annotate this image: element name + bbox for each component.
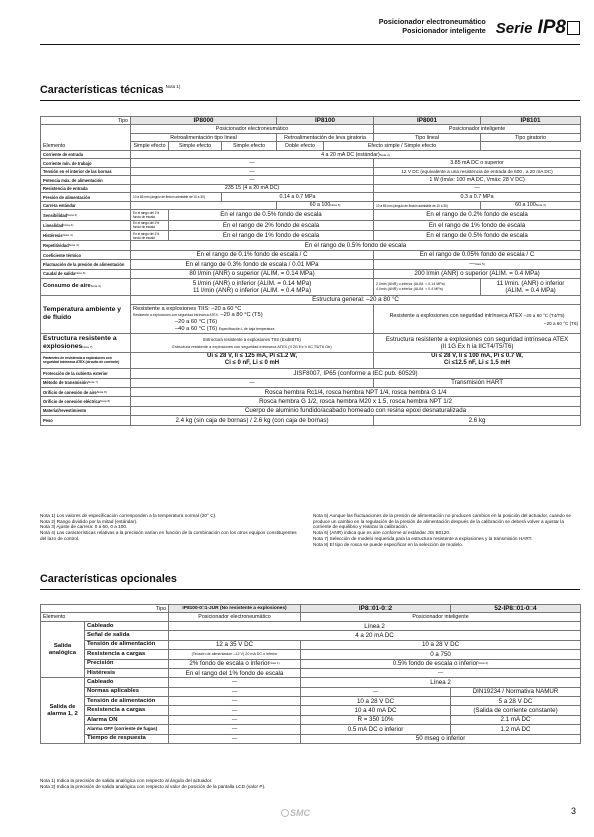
row-label: Corriente de entrada	[41, 150, 131, 158]
smc-logo: SMC	[281, 807, 315, 819]
table-row	[41, 167, 581, 175]
model-header: IP8001	[374, 117, 481, 125]
row-label: Método de transmisión$^{Nota 7)}$	[41, 378, 131, 387]
model-header: IP8100-0□1-JUR (No resistente a explosiones)	[169, 605, 301, 613]
tech-notes-left	[40, 513, 302, 542]
table-row	[41, 159, 581, 167]
action-header: Efecto simple / Simple efecto	[324, 142, 481, 150]
row-value: 50 mseg o inferior	[301, 734, 581, 743]
row-value: En el rango del 1% fondo de escala	[169, 668, 301, 677]
row-value: 12 a 35 V DC	[169, 640, 301, 649]
header-elemento: Elemento	[41, 613, 169, 621]
row-value: Rosca hembra G 1/2, rosca hembra M20 x 1.5, rosca hembra NPT 1/2	[131, 397, 581, 406]
row-value: —	[169, 706, 301, 715]
action-header: Simple efecto	[169, 142, 222, 150]
row-label: Material/revestimiento	[41, 406, 131, 415]
row-value: En el rango de 1% fondo de escala	[374, 220, 581, 230]
row-value	[131, 201, 277, 209]
row-value: 0.5 mA DC o inferior	[301, 725, 451, 734]
row-value: Transmisión HART	[374, 378, 581, 387]
series-word: Serie	[495, 19, 533, 37]
table-row	[41, 734, 581, 743]
row-value: Ui ≤ 28 V, Ii ≤ 100 mA, Pi ≤ 0.7 W, Ci ≤12.5 nF, Li ≤ 1.5 mH	[374, 352, 581, 369]
group-header: Posicionador inteligente	[374, 125, 581, 133]
row-label: Cableado	[85, 678, 169, 687]
series-box-symbol	[567, 21, 580, 35]
table-row	[41, 387, 581, 396]
row-label: Peso	[41, 416, 131, 425]
row-label: Fluctuación de la presión de alimentación	[41, 260, 131, 269]
row-value: (Salida de corriente constante)	[451, 706, 581, 715]
table-row	[41, 668, 581, 677]
group-label: Salida analógica	[41, 621, 85, 677]
action-header: Doble efecto	[277, 142, 324, 150]
subgroup-header: Tipo lineal	[374, 133, 481, 141]
row-label: Potencia máx. de alimentación	[41, 176, 131, 184]
table-row	[41, 117, 581, 125]
row-value: 12 V DC (equivalente a una resistencia de entrada de 600 , a 20 mA DC)	[374, 167, 581, 175]
table-row	[41, 369, 581, 378]
table-row	[41, 193, 581, 201]
table-row	[41, 184, 581, 192]
header-line-1: Posicionador electroneumático	[378, 17, 486, 26]
row-value: 0.3 a 0.7 MPa	[374, 193, 581, 201]
row-value: 11 l/min. (ANR) o inferior (ALIM. = 0.4 MPa)	[481, 279, 581, 296]
row-value: 10 a 28 V DC	[301, 697, 451, 706]
tech-specs-table	[40, 116, 581, 426]
subgroup-header: Retroalimentación de leva giratoria	[277, 133, 374, 141]
optional-specs-table	[40, 604, 581, 744]
row-value: —	[131, 167, 374, 175]
note: Nota 5) Aunque las fluctuaciones de la presión de alimentación no producen cambios en la posición del actuador, cuando se produce un cambio en la regulación de la presión de alimentación después de la calibración se deberá volver a ajustar la corriente de equilibrio y realizar la calibración.	[313, 513, 571, 530]
row-value: 10 a 40 mA DC	[301, 706, 451, 715]
row-label: Tensión de alimentación	[85, 640, 169, 649]
row-value: En el rango de 0.05% fondo de escala / C	[374, 250, 581, 259]
group-header: Posicionador electroneumático	[169, 613, 301, 621]
table-row	[41, 201, 581, 209]
row-value: —	[131, 159, 374, 167]
table-row	[41, 231, 581, 241]
model-header: IP8100	[277, 117, 374, 125]
row-value: En el rango de 0.3% fondo de escala / 0.01 MPa	[131, 260, 374, 269]
page-number: 3	[570, 806, 576, 816]
subgroup-header: Retroalimentación tipo lineal	[131, 133, 277, 141]
row-label: Tiempo de respuesta	[85, 734, 169, 743]
model-header: IP8000	[131, 117, 277, 125]
table-row	[41, 220, 581, 230]
row-value: 10 a 28 V DC	[301, 640, 581, 649]
row-value: 235 15 (4 a 20 mA DC)	[131, 184, 374, 192]
table-row	[41, 406, 581, 415]
row-label: Alarma ON	[85, 715, 169, 724]
row-label: Orificio de conexión eléctrica$^{Nota 8)}$	[41, 397, 131, 406]
row-value: 0.5% fondo de escala o inferior$^{Nota 2)}$	[301, 659, 581, 668]
table-row	[41, 687, 581, 696]
row-label: Repetitividad$^{Nota 4)}$	[41, 241, 131, 250]
table-row	[41, 659, 581, 668]
row-value: 4 a 20 mA DC	[169, 631, 581, 640]
row-value: 1 W (Imáx: 100 mA DC, Vmáx: 28 V DC)	[374, 176, 581, 184]
row-value: 1.2 mA DC	[451, 725, 581, 734]
row-value: En el rango de 0.5% fondo de escala	[169, 210, 374, 220]
row-value: En el rango del 1% fondo de escala	[131, 220, 169, 230]
row-value: 60 a $100^{Nota 3)}$	[277, 201, 374, 209]
row-value: —	[169, 715, 301, 724]
table-row	[41, 250, 581, 259]
table-row	[41, 260, 581, 269]
row-value: —	[301, 687, 451, 696]
row-value: 5 a 28 V DC	[451, 697, 581, 706]
table-row	[41, 334, 581, 352]
row-value: —$^{Nota 5)}$	[374, 260, 581, 269]
optional-notes	[40, 778, 580, 789]
row-value: DIN19234 / Normativa NAMUR	[451, 687, 581, 696]
row-value: —	[374, 184, 581, 192]
row-value: 2.1 mA DC	[451, 715, 581, 724]
row-value: 4 a 20 mA DC (estándar)$^{Nota 2)}$	[131, 150, 581, 158]
row-value: JISF8007, IP65 (conforme a IEC pub. 60529)	[131, 369, 581, 378]
action-header: Simple efecto	[131, 142, 169, 150]
tech-specs-title: Características técnicas $^{Nota 1)}$	[40, 84, 181, 96]
table-row	[41, 706, 581, 715]
row-value: —	[131, 176, 374, 184]
table-row	[41, 295, 581, 304]
row-value: Rosca hembra Rc1/4, rosca hembra NPT 1/4, rosca hembra G 1/4	[131, 387, 581, 396]
action-header: Simple efecto	[222, 142, 277, 150]
row-label: Alarma OFF (corriente de fugas)	[85, 725, 169, 734]
tech-specs-note-ref: Nota 1)	[165, 84, 181, 89]
row-value: 2% fondo de escala o inferior$^{Nota 1)}$	[169, 659, 301, 668]
header-line-2: Posicionador inteligente	[402, 25, 486, 35]
table-row	[41, 715, 581, 724]
model-header: 52-IP8□01-0□4	[451, 605, 581, 613]
row-value: —	[131, 378, 374, 387]
row-value: Resistente a explosiones con seguridad intrínseca ATEX –20 a 80 °C (T4/T5) –20 a 60 °C (T6)	[374, 305, 581, 334]
note: Nota 1) Indica la precisión de salida analógica con respecto al ángulo del actuador.	[40, 778, 213, 783]
row-label: Sensibilidad$^{Nota 4)}$	[41, 210, 131, 220]
row-label: Caudal de salida$^{Nota 6)}$	[41, 269, 131, 278]
row-value: —	[169, 725, 301, 734]
row-label: Presión de alimentación	[41, 193, 131, 201]
row-label: Orificio de conexión de aire$^{Nota 8)}$	[41, 387, 131, 396]
optional-specs-title: Características opcionales	[40, 573, 177, 585]
row-value: Cuerpo de aluminio fundido/acabado horneado con resina epoxi desnaturalizada	[131, 406, 581, 415]
optional-specs-rule	[40, 589, 580, 590]
row-value: —	[169, 734, 301, 743]
row-label: Tensión en el interior de las bornas	[41, 167, 131, 175]
table-row	[41, 640, 581, 649]
note: Nota 1) Los valores de especificación corresponden a la temperatura normal (20° C).	[40, 513, 217, 518]
note: Nota 7) Selección de modelo requerida para la estructura resistente a explosiones y la transmisión HART.	[313, 535, 533, 541]
row-value: 60 a $100^{Nota 3)}$	[481, 201, 581, 209]
row-value: Línea 2	[301, 678, 581, 687]
row-value: Resistente a explosiones TIIS: –20 a 60 °C Resistente a explosiones con seguridad intrínseca ATEX: –20 a 80 °C (T5) –20 a 60 °C (T6) –40 a 60 °C (T6) Especificación L de baja temperatura	[131, 305, 374, 334]
header-rule	[40, 44, 580, 45]
row-value: Estructura resistente a explosiones con seguridad intrínseca ATEX (II 1G Ex h ia IICT4/T5/T6)	[374, 334, 581, 352]
model-header: IP8101	[481, 117, 581, 125]
row-label: Protección de la cubierta exterior	[41, 369, 131, 378]
row-value: Ui ≤ 28 V, Ii ≤ 125 mA, Pi ≤1.2 W, Ci ≤ 0 nF, Li ≤ 0 mH	[131, 352, 374, 369]
row-label: Estructura resistente a explosiones$^{Nota 7)}$	[41, 334, 131, 352]
row-label: Resistencia a cargas	[85, 650, 169, 659]
row-value: En el rango del 1% fondo de escala	[131, 210, 169, 220]
table-row	[41, 605, 581, 613]
row-value: 80 l/min (ANR) o superior (ALIM. = 0.14 MPa)	[131, 269, 374, 278]
tech-specs-rule	[40, 100, 580, 101]
row-value: 3.85 mA DC o superior	[374, 159, 581, 167]
model-header: IP8□01-0□2	[301, 605, 451, 613]
row-label: Linealidad$^{Nota 4)}$	[41, 220, 131, 230]
row-label: Cableado	[85, 621, 169, 630]
row-value: En el rango de 0.2% fondo de escala	[374, 210, 581, 220]
row-label: Señal de salida	[85, 631, 169, 640]
table-row	[41, 279, 581, 296]
row-value: En el rango de 0.5% fondo de escala	[374, 231, 581, 241]
row-label: Carrera estándar	[41, 201, 131, 209]
row-label: Resistencia a cargas	[85, 706, 169, 715]
row-label: Tensión de alimentación	[85, 697, 169, 706]
group-header: Posicionador electroneumático	[131, 125, 374, 133]
row-value: 0.14 a 0.7 MPa	[222, 193, 374, 201]
table-row	[41, 650, 581, 659]
series-model: IP8	[537, 17, 566, 38]
row-value: 2 l/min (ANR) o inferior (ALIM. = 0.14 MPa) 4 l/min (ANR) o inferior (ALIM. = 0.4 MPa)	[374, 279, 481, 296]
table-row	[41, 269, 581, 278]
row-label: Precisión	[85, 659, 169, 668]
table-row	[41, 678, 581, 687]
page-header	[379, 8, 580, 39]
row-label: Corriente mín. de trabajo	[41, 159, 131, 167]
table-row	[41, 613, 581, 621]
row-label: Normas aplicables	[85, 687, 169, 696]
table-row	[41, 621, 581, 630]
row-label: Coeficiente térmico	[41, 250, 131, 259]
row-value: En el rango del 1% fondo de escala	[131, 231, 169, 241]
table-row	[41, 697, 581, 706]
row-value: En el rango de 0.1% fondo de escala / C	[131, 250, 374, 259]
row-value: 10 a 85 mm (ángulo de flexión admisible de 10 a 30)	[131, 193, 222, 201]
table-row	[41, 631, 581, 640]
row-value: Estructura general: –20 a 80 °C	[131, 295, 581, 304]
row-label: Parámetro de resistencia a explosiones con seguridad intrínseca ATEX (circuito de corriente)	[41, 352, 131, 369]
row-value: 2.6 kg	[374, 416, 581, 425]
subgroup-header: Tipo giratorio	[481, 133, 581, 141]
table-row	[41, 352, 581, 369]
row-label: Temperatura ambiente y de fluido	[41, 295, 131, 334]
series-name	[496, 17, 580, 39]
header-tipo: Tipo	[41, 117, 131, 125]
group-label: Salida de alarma 1, 2	[41, 678, 85, 744]
row-value: 5 l/min (ANR) o inferior (ALIM. = 0.14 MPa) 11 l/min (ANR) o inferior (ALIM. = 0.4 MPa)	[131, 279, 374, 296]
row-value: Línea 2	[169, 621, 581, 630]
table-row	[41, 210, 581, 220]
row-value: Estructura resistente a explosiones TIIS (ExdIIBT5) Estructura resistente a explosiones con seguridad intrínseca ATEX (II 2G Ex h IIC T5/T6 Gb)	[131, 334, 374, 352]
table-row	[41, 150, 581, 158]
header-elemento: Elemento	[41, 125, 131, 150]
smc-logo-icon	[281, 809, 289, 817]
header-titles	[379, 18, 486, 35]
row-value: —	[169, 697, 301, 706]
note: Nota 2) Indica la precisión de salida analógica con respecto al valor de posición de la pantalla LCD (valor P).	[40, 783, 266, 789]
note: Nota 8) El tipo de rosca se puede especificar en la selección de modelo.	[313, 541, 464, 547]
note: Nota 3) Ajuste de carrera: 0 a 60, 0 a 100.	[40, 524, 128, 530]
row-value: En el rango de 0.5% fondo de escala	[131, 241, 581, 250]
table-row	[41, 176, 581, 184]
row-value: (Tensión de alimentación –12 V) 20 mA DC o inferior	[169, 650, 301, 659]
row-label: Histéresis	[85, 668, 169, 677]
row-value: R = 350 10%	[301, 715, 451, 724]
tech-notes-right	[313, 513, 579, 547]
header-tipo: Tipo	[41, 605, 169, 613]
table-row	[41, 416, 581, 425]
table-row	[41, 125, 581, 133]
row-label: Resistencia de entrada	[41, 184, 131, 192]
note: Nota 6) (ANR) indica que es aire conforme al estándar JIS B0120.	[313, 530, 451, 536]
row-value: 10 a 85 mm (ángulo de flexión admisible de 10 a 30)	[374, 201, 481, 209]
row-value: En el rango de 1% fondo de escala	[169, 231, 374, 241]
row-value: —	[301, 668, 581, 677]
table-row	[41, 378, 581, 387]
row-value: —	[169, 678, 301, 687]
note: Nota 4) Las características relativas a la precisión varían en función de la combinación con los otros equipos constituyentes del lazo de control.	[40, 530, 297, 541]
row-value: 2.4 kg (sin caja de bornas) / 2.6 kg (con caja de bornas)	[131, 416, 374, 425]
row-value: 0 a 750	[301, 650, 581, 659]
table-row	[41, 397, 581, 406]
row-value: —	[169, 687, 301, 696]
row-value: 200 l/min (ANR) o superior (ALIM. = 0.4 MPa)	[374, 269, 581, 278]
row-label: Histéresis$^{Nota 4)}$	[41, 231, 131, 241]
table-row	[41, 241, 581, 250]
note: Nota 2) Rango dividido por la mitad (estándar).	[40, 518, 138, 524]
group-header: Posicionador inteligente	[301, 613, 581, 621]
row-value: En el rango de 2% fondo de escala	[169, 220, 374, 230]
table-row	[41, 725, 581, 734]
row-label: Consumo de aire$^{Nota 6)}$	[41, 279, 131, 296]
